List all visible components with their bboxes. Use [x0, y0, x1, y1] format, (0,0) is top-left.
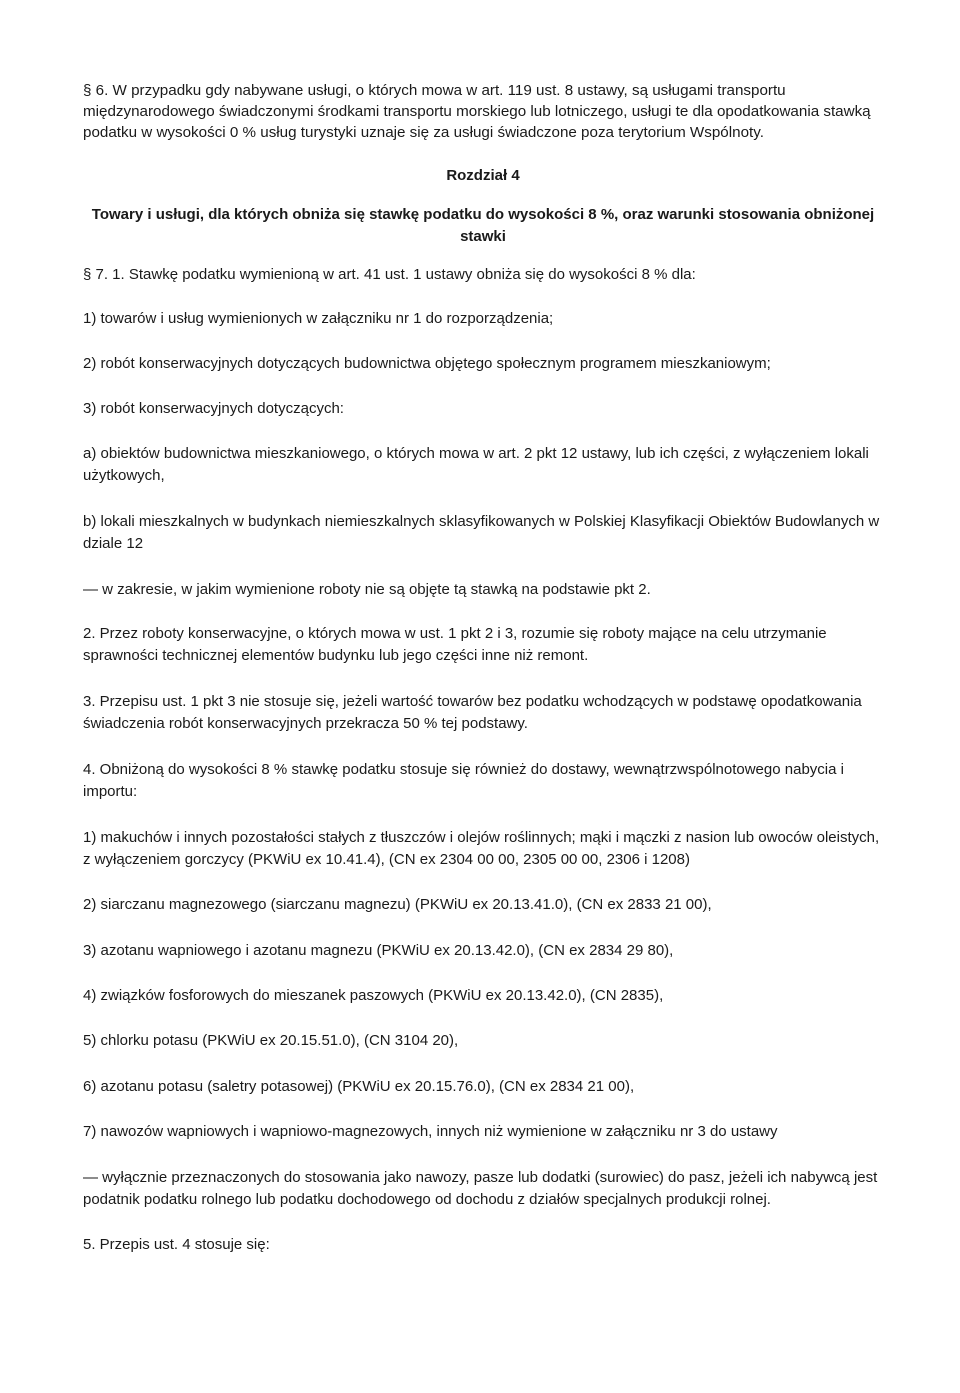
- list-item: 2) siarczanu magnezowego (siarczanu magnezu) (PKWiU ex 20.13.41.0), (CN ex 2833 21 00),: [83, 896, 712, 913]
- paragraph-7-1: § 7. 1. Stawkę podatku wymienioną w art. 41 ust. 1 ustawy obniża się do wysokości 8 % dla:: [83, 266, 696, 283]
- paragraph-7-4: 4. Obniżoną do wysokości 8 % stawkę podatku stosuje się również do dostawy, wewnątrzwspólnotowego nabycia i importu:: [83, 761, 844, 800]
- list-item: — wyłącznie przeznaczonych do stosowania jako nawozy, pasze lub dodatki (surowiec) do pasz, jeżeli ich nabywcą jest podatnik podatku rolnego lub podatku dochodowego od dochodu z działów specjalnych produkcji rolnej.: [83, 1169, 878, 1208]
- list-item: 4) związków fosforowych do mieszanek paszowych (PKWiU ex 20.13.42.0), (CN 2835),: [83, 987, 664, 1004]
- list-item: 2) robót konserwacyjnych dotyczących budownictwa objętego społecznym programem mieszkaniowym;: [83, 355, 771, 372]
- list-item: b) lokali mieszkalnych w budynkach niemieszkalnych sklasyfikowanych w Polskiej Klasyfikacji Obiektów Budowlanych w dziale 12: [83, 513, 880, 552]
- list-item: 1) makuchów i innych pozostałości stałych z tłuszczów i olejów roślinnych; mąki i mączki z nasion lub owoców oleistych, z wyłączeniem gorczycy (PKWiU ex 10.41.4), (CN ex 2304 00 00, 2305 00 00, 2306 i 1208): [83, 829, 880, 868]
- paragraph-7-5: 5. Przepis ust. 4 stosuje się:: [83, 1236, 270, 1253]
- list-item: 1) towarów i usług wymienionych w załączniku nr 1 do rozporządzenia;: [83, 310, 554, 327]
- chapter-number: Rozdział 4: [446, 167, 520, 184]
- list-item: 5) chlorku potasu (PKWiU ex 20.15.51.0), (CN 3104 20),: [83, 1032, 459, 1049]
- paragraph-6: § 6. W przypadku gdy nabywane usługi, o których mowa w art. 119 ust. 8 ustawy, są usługami transportu międzynarodowego świadczonymi środkami transportu morskiego lub lotniczego, usługi te dla opodatkowania stawką podatku w wysokości 0 % usług turystyki uznaje się za usługi świadczone poza terytorium Wspólnoty.: [83, 82, 871, 141]
- document-page: [83, 80, 883, 1256]
- paragraph-7-2: 2. Przez roboty konserwacyjne, o których mowa w ust. 1 pkt 2 i 3, rozumie się roboty mające na celu utrzymanie sprawności technicznej elementów budynku lub jego części inne niż remont.: [83, 625, 827, 664]
- list-item: — w zakresie, w jakim wymienione roboty nie są objęte tą stawką na podstawie pkt 2.: [83, 581, 651, 598]
- list-item: 3) azotanu wapniowego i azotanu magnezu (PKWiU ex 20.13.42.0), (CN ex 2834 29 80),: [83, 942, 674, 959]
- list-item: 7) nawozów wapniowych i wapniowo-magnezowych, innych niż wymienione w załączniku nr 3 do ustawy: [83, 1123, 778, 1140]
- chapter-title: Towary i usługi, dla których obniża się stawkę podatku do wysokości 8 %, oraz warunki stosowania obniżonej stawki: [91, 206, 875, 245]
- list-item: a) obiektów budownictwa mieszkaniowego, o których mowa w art. 2 pkt 12 ustawy, lub ich części, z wyłączeniem lokali użytkowych,: [83, 445, 869, 484]
- paragraph-7-3: 3. Przepisu ust. 1 pkt 3 nie stosuje się, jeżeli wartość towarów bez podatku wchodzących w podstawę opodatkowania świadczenia robót konserwacyjnych przekracza 50 % tej podstawy.: [83, 693, 862, 732]
- list-item: 3) robót konserwacyjnych dotyczących:: [83, 400, 344, 417]
- list-item: 6) azotanu potasu (saletry potasowej) (PKWiU ex 20.15.76.0), (CN ex 2834 21 00),: [83, 1078, 635, 1095]
